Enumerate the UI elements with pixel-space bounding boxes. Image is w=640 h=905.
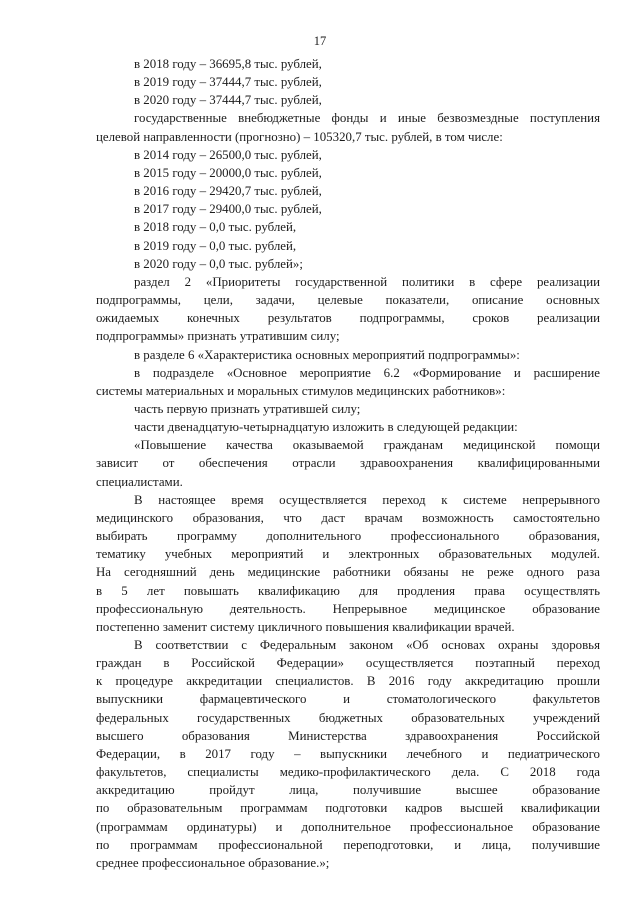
- first-part-paragraph: [96, 400, 600, 418]
- document-body: [96, 55, 600, 872]
- receipts-2019: [96, 237, 600, 255]
- receipts-2015: [96, 164, 600, 182]
- text-line: в 2015 году – 20000,0 тыс. рублей,: [134, 165, 322, 180]
- text-line: федеральных государственных бюджетных образовательных учреждений: [96, 710, 600, 725]
- text-line: (программам ординатуры) и дополнительное профессиональное образование: [96, 819, 600, 834]
- text-line: выбирать программу дополнительного профессионального образования,: [96, 529, 600, 544]
- funding-2019: [96, 73, 600, 91]
- text-line: зависит от обеспечения отрасли здравоохранения квалифицированными: [96, 456, 600, 471]
- continuous-education-paragraph: [96, 491, 600, 636]
- text-line: в 2019 году – 37444,7 тыс. рублей,: [134, 75, 322, 90]
- text-line: аккредитацию пройдут лица, получившие высшее образование: [96, 783, 600, 798]
- funding-2020: [96, 91, 600, 109]
- parts-12-14-paragraph: [96, 418, 600, 436]
- text-line: В настоящее время осуществляется переход к системе непрерывного: [134, 492, 600, 507]
- page-number: 17: [313, 34, 327, 48]
- receipts-2014: [96, 146, 600, 164]
- text-line: в 2018 году – 0,0 тыс. рублей,: [134, 220, 297, 235]
- receipts-2020: [96, 255, 600, 273]
- accreditation-paragraph: [96, 636, 600, 872]
- funding-2018: [96, 55, 600, 73]
- text-line: среднее профессиональное образование.»;: [96, 855, 330, 870]
- text-line: в 2014 году – 26500,0 тыс. рублей,: [134, 147, 322, 162]
- text-line: в 2016 году – 29420,7 тыс. рублей,: [134, 184, 322, 199]
- section-2-paragraph: [96, 273, 600, 346]
- text-line: в 2017 году – 29400,0 тыс. рублей,: [134, 202, 322, 217]
- text-line: постепенно заменит систему цикличного повышения квалификации врачей.: [96, 619, 515, 634]
- text-line: в подразделе «Основное мероприятие 6.2 «Формирование и расширение: [134, 365, 600, 380]
- text-line: в 2018 году – 36695,8 тыс. рублей,: [134, 57, 322, 71]
- gratuitous-receipts: [96, 109, 600, 145]
- text-line: граждан в Российской Федерации» осуществляется поэтапный переход: [96, 656, 600, 671]
- receipts-2017: [96, 200, 600, 218]
- text-line: раздел 2 «Приоритеты государственной политики в сфере реализации: [134, 274, 600, 289]
- text-line: в 2019 году – 0,0 тыс. рублей,: [134, 238, 297, 253]
- text-line: целевой направленности (прогнозно) – 105320,7 тыс. рублей, в том числе:: [96, 129, 503, 144]
- text-line: профессиональную деятельность. Непрерывное медицинское образование: [96, 601, 600, 616]
- text-line: подпрограммы» признать утратившим силу;: [96, 329, 340, 344]
- quality-paragraph: [96, 436, 600, 490]
- text-line: «Повышение качества оказываемой гражданам медицинской помощи: [134, 438, 600, 453]
- text-line: медицинского образования, что даст врачам возможность самостоятельно: [96, 510, 600, 525]
- text-line: тематику учебных мероприятий и электронных образовательных модулей.: [96, 547, 600, 562]
- text-line: На сегодняшний день медицинские работники обязаны не реже одного раза: [96, 565, 600, 580]
- text-line: к процедуре аккредитации специалистов. В 2016 году аккредитацию прошли: [96, 674, 600, 689]
- text-line: выпускники фармацевтического и стоматологического факультетов: [96, 692, 600, 707]
- receipts-2018: [96, 218, 600, 236]
- section-6-paragraph: [96, 346, 600, 364]
- text-line: специалистами.: [96, 474, 183, 489]
- receipts-2016: [96, 182, 600, 200]
- text-line: в 5 лет повышать квалификацию для продления права осуществлять: [96, 583, 600, 598]
- text-line: в 2020 году – 37444,7 тыс. рублей,: [134, 93, 322, 108]
- text-line: подпрограммы, цели, задачи, целевые показатели, описание основных: [96, 293, 600, 308]
- text-line: ожидаемых конечных результатов подпрограммы, сроков реализации: [96, 311, 600, 326]
- text-line: факультетов, специалисты медико-профилактического дела. С 2018 года: [96, 765, 600, 780]
- text-line: системы материальных и моральных стимулов медицинских работников»:: [96, 383, 506, 398]
- text-line: по образовательным программам подготовки кадров высшей квалификации: [96, 801, 600, 816]
- text-line: высшего образования Министерства здравоохранения Российской: [96, 728, 600, 743]
- text-line: Федерации, в 2017 году – выпускники лечебного и педиатрического: [96, 746, 600, 761]
- subsection-6-2-paragraph: [96, 364, 600, 400]
- text-line: по программам профессиональной переподготовки, и лица, получившие: [96, 837, 600, 852]
- text-line: части двенадцатую-четырнадцатую изложить в следующей редакции:: [134, 420, 518, 435]
- text-line: В соответствии с Федеральным законом «Об основах охраны здоровья: [134, 638, 600, 652]
- text-line: в разделе 6 «Характеристика основных мероприятий подпрограммы»:: [134, 347, 520, 362]
- text-line: часть первую признать утратившей силу;: [134, 401, 361, 416]
- text-line: в 2020 году – 0,0 тыс. рублей»;: [134, 256, 303, 271]
- text-line: государственные внебюджетные фонды и иные безвозмездные поступления: [134, 111, 600, 126]
